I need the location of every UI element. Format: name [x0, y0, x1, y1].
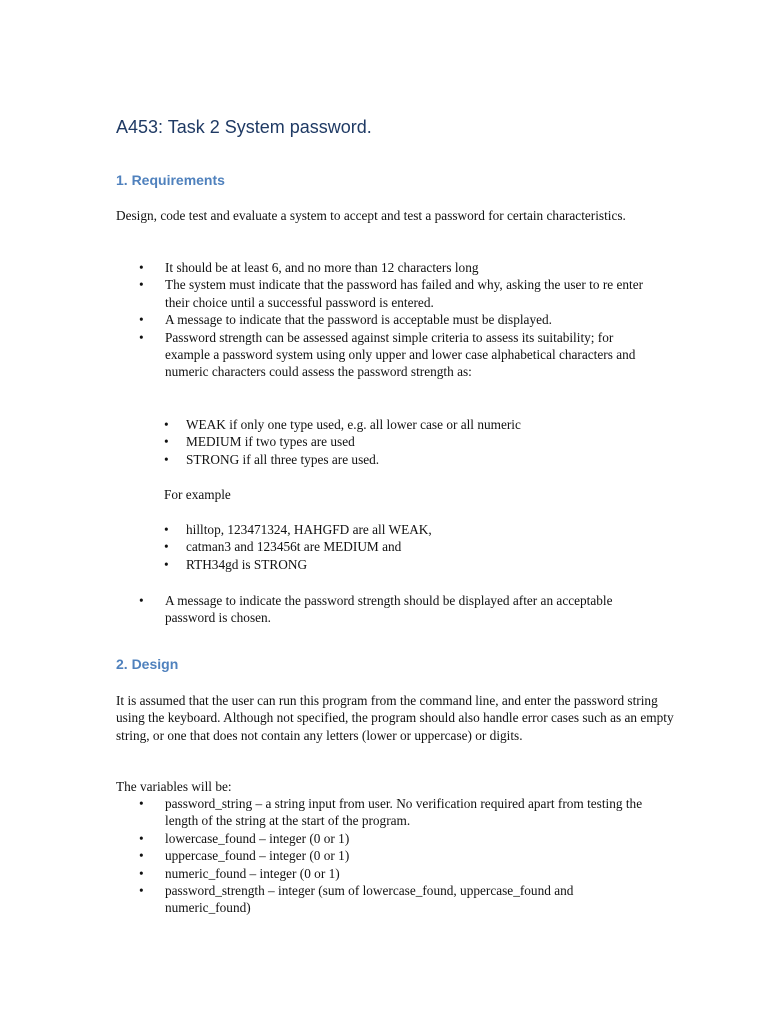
- list-item: • A message to indicate that the password is acceptable must be displayed.: [139, 311, 659, 328]
- list-item: • hilltop, 123471324, HAHGFD are all WEAK,: [164, 521, 644, 538]
- list-item: • password_string – a string input from user. No verification required apart from testing the length of the string at the start of the program.: [139, 795, 659, 830]
- list-item: • It should be at least 6, and no more than 12 characters long: [139, 259, 659, 276]
- list-item: • password_strength – integer (sum of lowercase_found, uppercase_found and numeric_found): [139, 882, 659, 917]
- design-heading: 2. Design: [116, 656, 179, 672]
- list-item: • The system must indicate that the password has failed and why, asking the user to re enter their choice until a successful password is entered.: [139, 276, 659, 311]
- requirements-heading: 1. Requirements: [116, 172, 225, 188]
- requirements-list: [139, 259, 659, 381]
- list-item: • lowercase_found – integer (0 or 1): [139, 830, 659, 847]
- strength-levels-list: [164, 416, 644, 468]
- list-item: • catman3 and 123456t are MEDIUM and: [164, 538, 644, 555]
- variables-label: The variables will be:: [116, 779, 232, 794]
- design-intro: It is assumed that the user can run this program from the command line, and enter the password string using the keyboard. Although not specified, the program should also handle error cases such as an empty string, or one that does not contain any letters (lower or uppercase) or digits.: [116, 693, 674, 743]
- list-item: • MEDIUM if two types are used: [164, 433, 644, 450]
- example-label: For example: [164, 487, 231, 502]
- list-item: • STRONG if all three types are used.: [164, 451, 644, 468]
- list-item: • A message to indicate the password strength should be displayed after an acceptable password is chosen.: [139, 592, 659, 627]
- document-title: A453: Task 2 System password.: [116, 117, 372, 137]
- list-item: • Password strength can be assessed against simple criteria to assess its suitability; for example a password system using only upper and lower case alphabetical characters and numeric characters could assess the password strength as:: [139, 329, 659, 381]
- list-item: • numeric_found – integer (0 or 1): [139, 865, 659, 882]
- final-requirement-list: [139, 592, 659, 627]
- list-item: • uppercase_found – integer (0 or 1): [139, 847, 659, 864]
- variables-list: [139, 795, 659, 917]
- examples-list: [164, 521, 644, 573]
- list-item: • RTH34gd is STRONG: [164, 556, 644, 573]
- requirements-intro: Design, code test and evaluate a system to accept and test a password for certain characteristics.: [116, 208, 626, 223]
- list-item: • WEAK if only one type used, e.g. all lower case or all numeric: [164, 416, 644, 433]
